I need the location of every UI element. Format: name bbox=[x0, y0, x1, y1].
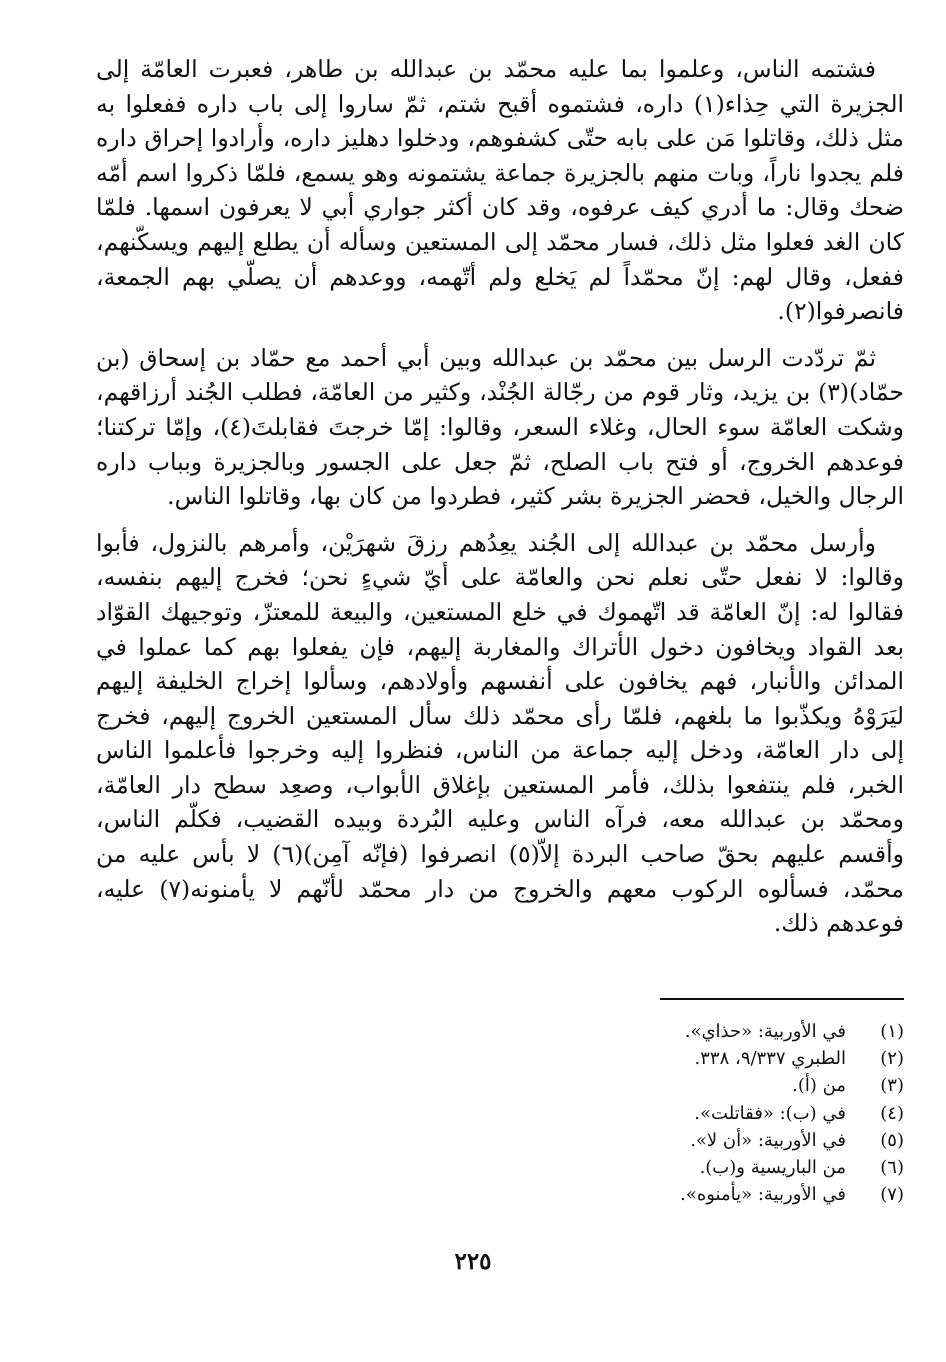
paragraph-3: وأرسل محمّد بن عبدالله إلى الجُند يعِدُهم رزقَ شهرَيْن، وأمرهم بالنزول، فأبوا وقالوا: لا نفعل حتّى نعلم نحن والعامّة على أيّ شيءٍ نحن؛ فخرج إليهم بنفسه، فقالوا له: إنّ العامّة قد اتّهموك في خلع المستعين، والبيعة للمعتزّ، وتوجيهك القوّاد بعد القواد ويخافون دخول الأتراك والمغاربة إليهم، فإن يفعلوا بهم كما عملوا في المدائن والأنبار، فهم يخافون على أنفسهم وأولادهم، وسألوا إخراج الخليفة إليهم ليَرَوْهُ ويكذّبوا ما بلغهم، فلمّا رأى محمّد ذلك سأل المستعين الخروج إليهم، فخرج إلى دار العامّة، ودخل إليه جماعة من الناس، فنظروا إليه وخرجوا فأعلموا الناس الخبر، فلم ينتفعوا بذلك، فأمر المستعين بإغلاق الأبواب، وصعِد سطح دار العامّة، ومحمّد بن عبدالله معه، فرآه الناس وعليه البُردة وبيده القضيب، فكلّم الناس، وأقسم عليهم بحقّ صاحب البردة إلاّ(٥) انصرفوا (فإنّه آمِن)(٦) لا بأس عليه من محمّد، فسألوه الركوب معهم والخروج من دار محمّد لأنّهم لا يأمنونه(٧) عليه، فوعدهم ذلك. bbox=[96, 528, 905, 938]
footnote-text: في (ب): «فقاتلت». bbox=[694, 1102, 846, 1124]
paragraph-2: ثمّ تردّدت الرسل بين محمّد بن عبدالله وبين أبي أحمد مع حمّاد بن إسحاق (بن حمّاد)(٣) بن يزيد، وثار قوم من رجّالة الجُنْد، وكثير من العامّة، فطلب الجُند أرزاقهم، وشكت العامّة سوء الحال، وغلاء السعر، وقالوا: إمّا خرجتَ فقابلتَ(٤)، وإمّا تركتنا؛ فوعدهم الخروج، أو فتح باب الصلح، ثمّ جعل على الجسور وبالجزيرة وبباب داره الرجال والخيل، فحضر الجزيرة بشر كثير، فطردوا من كان بها، وقاتلوا الناس. bbox=[96, 343, 904, 511]
footnote-number: (١) bbox=[880, 1021, 904, 1042]
footnote-text: في الأوربية: «أن لا». bbox=[690, 1129, 846, 1151]
footnotes-list bbox=[304, 1018, 904, 1208]
footnote-number: (٢) bbox=[880, 1048, 904, 1070]
footnote-number: (٦) bbox=[880, 1157, 904, 1179]
footnote-text: من الباريسية و(ب). bbox=[699, 1157, 846, 1179]
page-number: ٢٢٥ bbox=[454, 1248, 492, 1275]
footnote-divider bbox=[660, 998, 904, 1000]
footnote-number: (٥) bbox=[880, 1129, 904, 1151]
footnote-number: (٣) bbox=[880, 1075, 904, 1097]
footnote-1 bbox=[304, 1018, 904, 1045]
footnote-4 bbox=[304, 1100, 904, 1127]
footnote-number: (٤) bbox=[880, 1102, 904, 1124]
paragraph-1: فشتمه الناس، وعلموا بما عليه محمّد بن عبدالله بن طاهر، فعبرت العامّة إلى الجزيرة التي حِذاء(١) داره، فشتموه أقبح شتم، ثمّ ساروا إلى باب داره ففعلوا به مثل ذلك، وقاتلوا مَن على بابه حتّى كشفوهم، ودخلوا دهليز داره، وأرادوا إحراق داره فلم يجدوا ناراً، وبات منهم بالجزيرة جماعة يشتمونه وهو يسمع، فلمّا ذكروا اسم أمّه ضحك وقال: ما أدري كيف عرفوه، وقد كان أكثر جواري أبي لا يعرفون اسمها. فلمّا كان الغد فعلوا مثل ذلك، فسار محمّد إلى المستعين وسأله أن يطلع إليهم ويسكّنهم، ففعل، وقال لهم: إنّ محمّداً لم يَخلع ولم أتّهمه، ووعدهم أن يصلّي بهم الجمعة، فانصرفوا(٢). bbox=[96, 55, 905, 326]
footnote-6 bbox=[304, 1154, 904, 1181]
footnote-7 bbox=[304, 1181, 904, 1208]
main-text bbox=[96, 52, 904, 941]
footnote-text: في الأوربية: «حذاي». bbox=[684, 1021, 846, 1042]
footnote-3 bbox=[304, 1072, 904, 1099]
footnote-number: (٧) bbox=[880, 1184, 904, 1206]
footnote-5 bbox=[304, 1127, 904, 1154]
footnote-text: من (أ). bbox=[792, 1075, 846, 1097]
footnote-text: الطبري ٩/٣٣٧، ٣٣٨. bbox=[694, 1048, 846, 1070]
footnote-text: في الأوربية: «يأمنوه». bbox=[680, 1184, 846, 1206]
footnote-2 bbox=[304, 1045, 904, 1072]
